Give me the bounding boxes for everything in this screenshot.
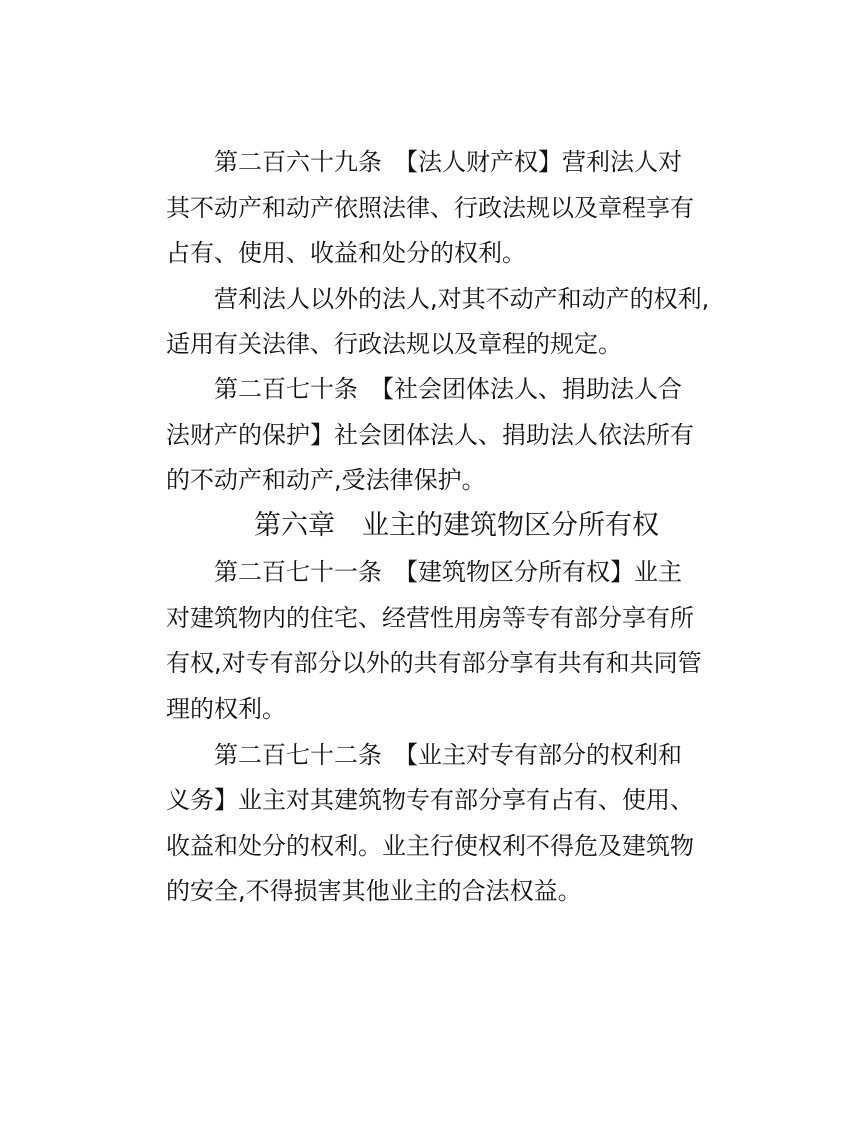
chapter-heading: 第六章 业主的建筑物区分所有权 [254,510,659,541]
article-269-para2-line-2: 适用有关法律、行政法规以及章程的规定。 [166,330,622,358]
article-272-line-3: 收益和处分的权利。业主行使权利不得危及建筑物 [166,832,694,860]
article-269-para2-line-1: 营利法人以外的法人,对其不动产和动产的权利, [214,285,710,313]
article-270-line-3: 的不动产和动产,受法律保护。 [166,466,486,494]
article-271-line-2: 对建筑物内的住宅、经营性用房等专有部分享有所 [166,604,694,632]
article-272-line-2: 义务】业主对其建筑物专有部分享有占有、使用、 [166,786,694,814]
article-270-line-2: 法财产的保护】社会团体法人、捐助法人依法所有 [166,421,694,449]
article-271-line-3: 有权,对专有部分以外的共有部分享有共有和共同管 [166,649,702,677]
article-270-line-1: 第二百七十条 【社会团体法人、捐助法人合 [214,375,682,403]
article-269-line-1: 第二百六十九条 【法人财产权】营利法人对 [214,148,682,176]
article-271-line-1: 第二百七十一条 【建筑物区分所有权】业主 [214,558,682,586]
article-272-line-4: 的安全,不得损害其他业主的合法权益。 [166,877,582,905]
article-271-line-4: 理的权利。 [166,695,286,723]
article-272-line-1: 第二百七十二条 【业主对专有部分的权利和 [214,741,682,769]
article-269-line-3: 占有、使用、收益和处分的权利。 [166,239,526,267]
article-269-line-2: 其不动产和动产依照法律、行政法规以及章程享有 [166,194,694,222]
